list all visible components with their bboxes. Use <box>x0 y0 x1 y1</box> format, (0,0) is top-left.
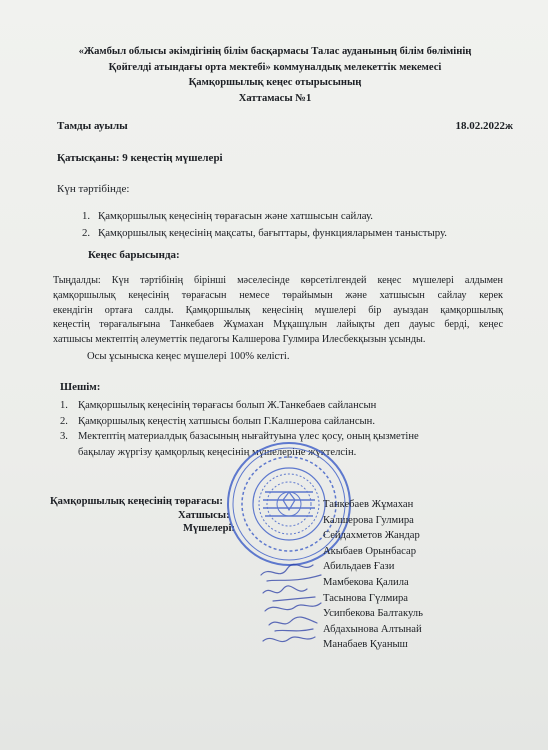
agenda-list <box>82 208 447 242</box>
member-name: Абильдаев Ғази <box>323 561 395 573</box>
proceedings-line: кеңестің төрағалығына Танкебаев Жұмахан Мұқашұлын лайықты деп дауыс берді, кеңес <box>53 319 503 331</box>
participants: Қатысқаны: 9 кеңестің мүшелері <box>57 152 223 164</box>
header-line-3: Қамқоршылық кеңес отырысының <box>188 77 362 88</box>
role-chair: Қамқоршылық кеңесінің төрағасы: <box>50 496 223 507</box>
decision-item <box>60 398 419 414</box>
proceedings-text <box>53 274 503 348</box>
member-name: Акыбаев Орынбасар <box>323 545 417 557</box>
decision-item-text: бақылау жүргізу қамқорлық кеңесінің мүшелеріне жүктелсін. <box>78 446 357 458</box>
proceedings-title: Кеңес барысында: <box>88 249 180 261</box>
proceedings-line: екендігін ортаға салды. Қамқоршылық кеңесінің мүшелері бір ауыздан қамқоршылық <box>53 304 503 316</box>
decision-item-number: 2. <box>60 415 68 427</box>
member-name: Танкебаев Жұмахан <box>323 499 414 510</box>
agenda-item <box>82 225 447 242</box>
member-name: Сейдахметов Жандар <box>323 530 420 542</box>
header-line-4: Хаттамасы №1 <box>238 92 312 104</box>
member-name: Манабаев Қуаныш <box>323 639 408 651</box>
decision-item-text: Қамқоршылық кеңестің хатшысы болып Г.Калшерова сайлансын. <box>78 415 375 427</box>
member-name: Мамбекова Қалила <box>323 576 409 588</box>
place-date-row <box>57 120 513 132</box>
date: 18.02.2022ж <box>455 120 513 132</box>
member-list <box>323 497 423 653</box>
member-name: Калшерова Гулмира <box>323 514 414 526</box>
place: Тамды ауылы <box>57 120 128 132</box>
agenda-item-text: Қамқоршылық кеңесінің төрағасын және хатшысын сайлау. <box>98 210 373 222</box>
signature-roles <box>50 495 250 536</box>
proceedings-line: Тыңдалды: Күн тәртібінің бірінші мәселесінде көрсетілгендей кеңес мүшелері алдымен <box>53 275 503 286</box>
agenda-title: Күн тәртібінде: <box>57 183 130 195</box>
decision-title: Шешім: <box>60 381 101 393</box>
proceedings-line: қамқоршылық кеңесінің төрағасын немесе төрайымын және хатшысын сайлау керек <box>53 289 503 301</box>
decision-item-text: Қамқоршылық кеңесінің төрағасы болып Ж.Танкебаев сайлансын <box>78 400 377 411</box>
decision-item-text: Мектептің материалдық базасының нығайтуына үлес қосу, оның қызметіне <box>78 431 419 442</box>
member-name: Тасынова Гүлмира <box>323 592 408 604</box>
role-members: Мүшелері: <box>183 523 235 534</box>
member-name: Усипбекова Балтакуль <box>323 608 423 620</box>
member-name: Абдахынова Алтынай <box>323 623 422 635</box>
agenda-item-number: 2. <box>82 227 91 239</box>
header-line-2: Қойгелді атындағы орта мектебі» коммуналдық мелекеттік мекемесі <box>108 61 442 73</box>
agreement-note: Осы ұсыныска кеңес мүшелері 100% келісті. <box>87 351 290 362</box>
header-line-1: «Жамбыл облысы әкімдігінің білім басқармасы Талас ауданының білім бөлімінің <box>78 46 472 57</box>
decision-item <box>60 414 419 430</box>
decision-item-number: 3. <box>60 431 68 442</box>
agenda-item-number: 1. <box>82 210 91 222</box>
agenda-item-text: Қамқоршылық кеңесінің мақсаты, бағыттары, функцияларымен таныстыру. <box>98 227 447 239</box>
role-secretary: Хатшысы: <box>178 509 230 521</box>
proceedings-line: хатшысы мектептің әлеуметтік педагогы Калшерова Гулмира Илесбекқызын ұсынды. <box>53 334 426 346</box>
agenda-item <box>82 208 447 225</box>
document-header <box>40 44 510 106</box>
decision-item-number: 1. <box>60 400 68 411</box>
